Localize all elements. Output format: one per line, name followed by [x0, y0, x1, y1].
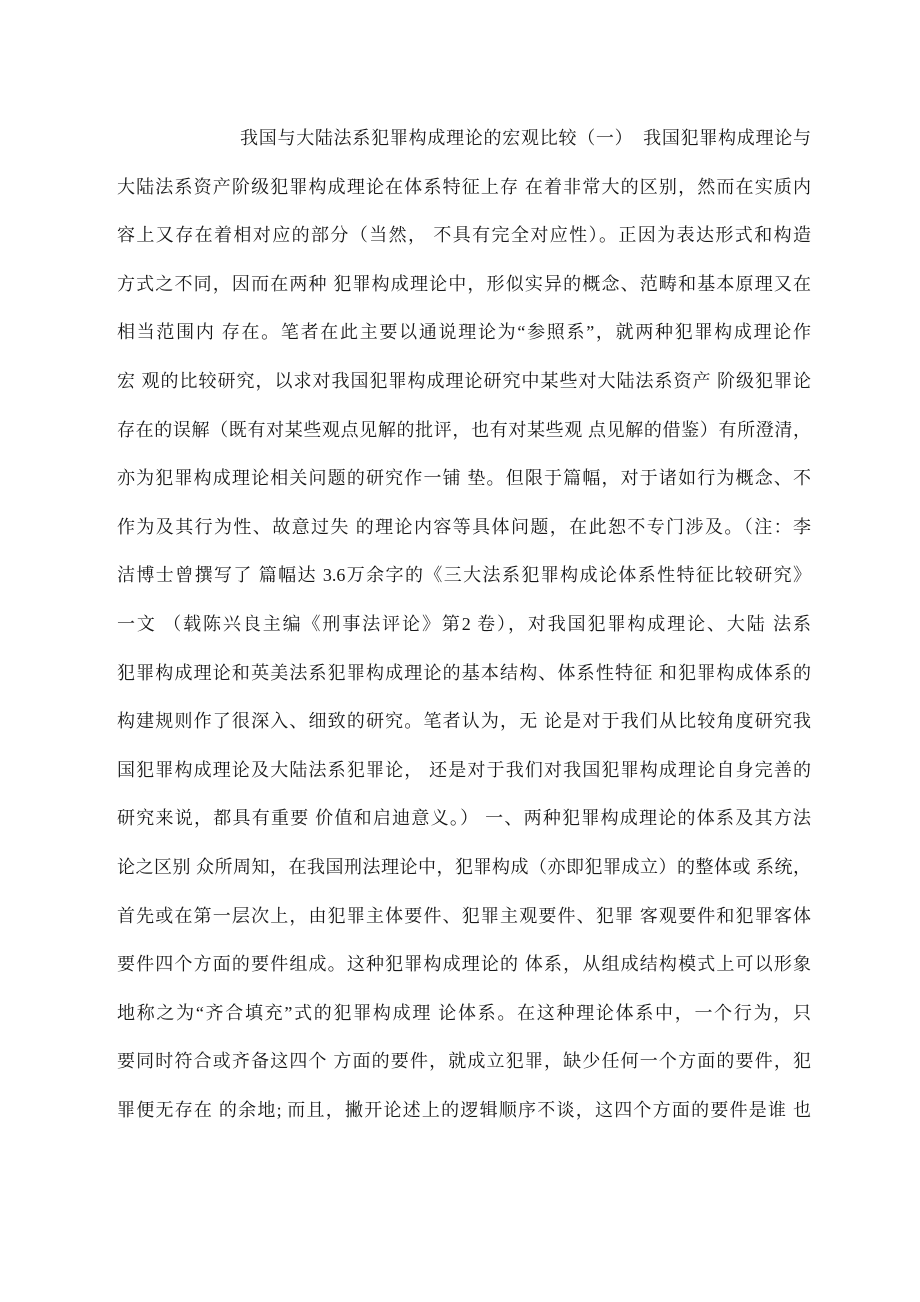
- text-line: 亦为犯罪构成理论相关问题的研究作一铺 垫。但限于篇幅，对于诸如行为概念、不: [117, 468, 811, 489]
- text-line: 方式之不同，因而在两种 犯罪构成理论中，形似实异的概念、范畴和基本原理又在: [117, 273, 811, 294]
- text-line: 论之区别 众所周知，在我国刑法理论中，犯罪构成（亦即犯罪成立）的整体或 系统，: [117, 856, 811, 877]
- text-line: 要件四个方面的要件组成。这种犯罪构成理论的 体系，从组成结构模式上可以形象: [117, 954, 811, 975]
- text-line: 存在的误解（既有对某些观点见解的批评，也有对某些观 点见解的借鉴）有所澄清，: [117, 419, 811, 440]
- text-line-title: 我国与大陆法系犯罪构成理论的宏观比较（一） 我国犯罪构成理论与: [240, 128, 811, 148]
- text-line: 犯罪构成理论和英美法系犯罪构成理论的基本结构、体系性特征 和犯罪构成体系的: [117, 662, 811, 683]
- text-line: 首先或在第一层次上，由犯罪主体要件、犯罪主观要件、犯罪 客观要件和犯罪客体: [117, 905, 811, 926]
- document-text-block: [117, 114, 811, 1134]
- text-line: 容上又存在着相对应的部分（当然， 不具有完全对应性）。正因为表达形式和构造: [117, 225, 811, 246]
- text-line: 构建规则作了很深入、细致的研究。笔者认为，无 论是对于我们从比较角度研究我: [117, 711, 811, 732]
- text-line: 研究来说，都具有重要 价值和启迪意义。） 一、两种犯罪构成理论的体系及其方法: [117, 808, 811, 829]
- text-line: 洁博士曾撰写了 篇幅达 3.6万余字的《三大法系犯罪构成论体系性特征比较研究》: [117, 565, 811, 586]
- text-line: 相当范围内 存在。笔者在此主要以通说理论为“参照系”，就两种犯罪构成理论作: [117, 322, 811, 343]
- text-line: 大陆法系资产阶级犯罪构成理论在体系特征上存 在着非常大的区别，然而在实质内: [117, 176, 811, 197]
- text-line: 一文 （载陈兴良主编《刑事法评论》第2 卷），对我国犯罪构成理论、大陆 法系: [117, 613, 811, 634]
- text-line: 宏 观的比较研究，以求对我国犯罪构成理论研究中某些对大陆法系资产 阶级犯罪论: [117, 370, 811, 391]
- text-line: 罪便无存在 的余地; 而且，撇开论述上的逻辑顺序不谈，这四个方面的要件是谁 也: [117, 1099, 811, 1120]
- text-line: 国犯罪构成理论及大陆法系犯罪论， 还是对于我们对我国犯罪构成理论自身完善的: [117, 759, 811, 780]
- text-line: 作为及其行为性、故意过失 的理论内容等具体问题，在此恕不专门涉及。（注：李: [117, 516, 811, 537]
- text-line: 地称之为“齐合填充”式的犯罪构成理 论体系。在这种理论体系中，一个行为，只: [117, 1002, 811, 1023]
- text-line: 要同时符合或齐备这四个 方面的要件，就成立犯罪，缺少任何一个方面的要件，犯: [117, 1051, 811, 1072]
